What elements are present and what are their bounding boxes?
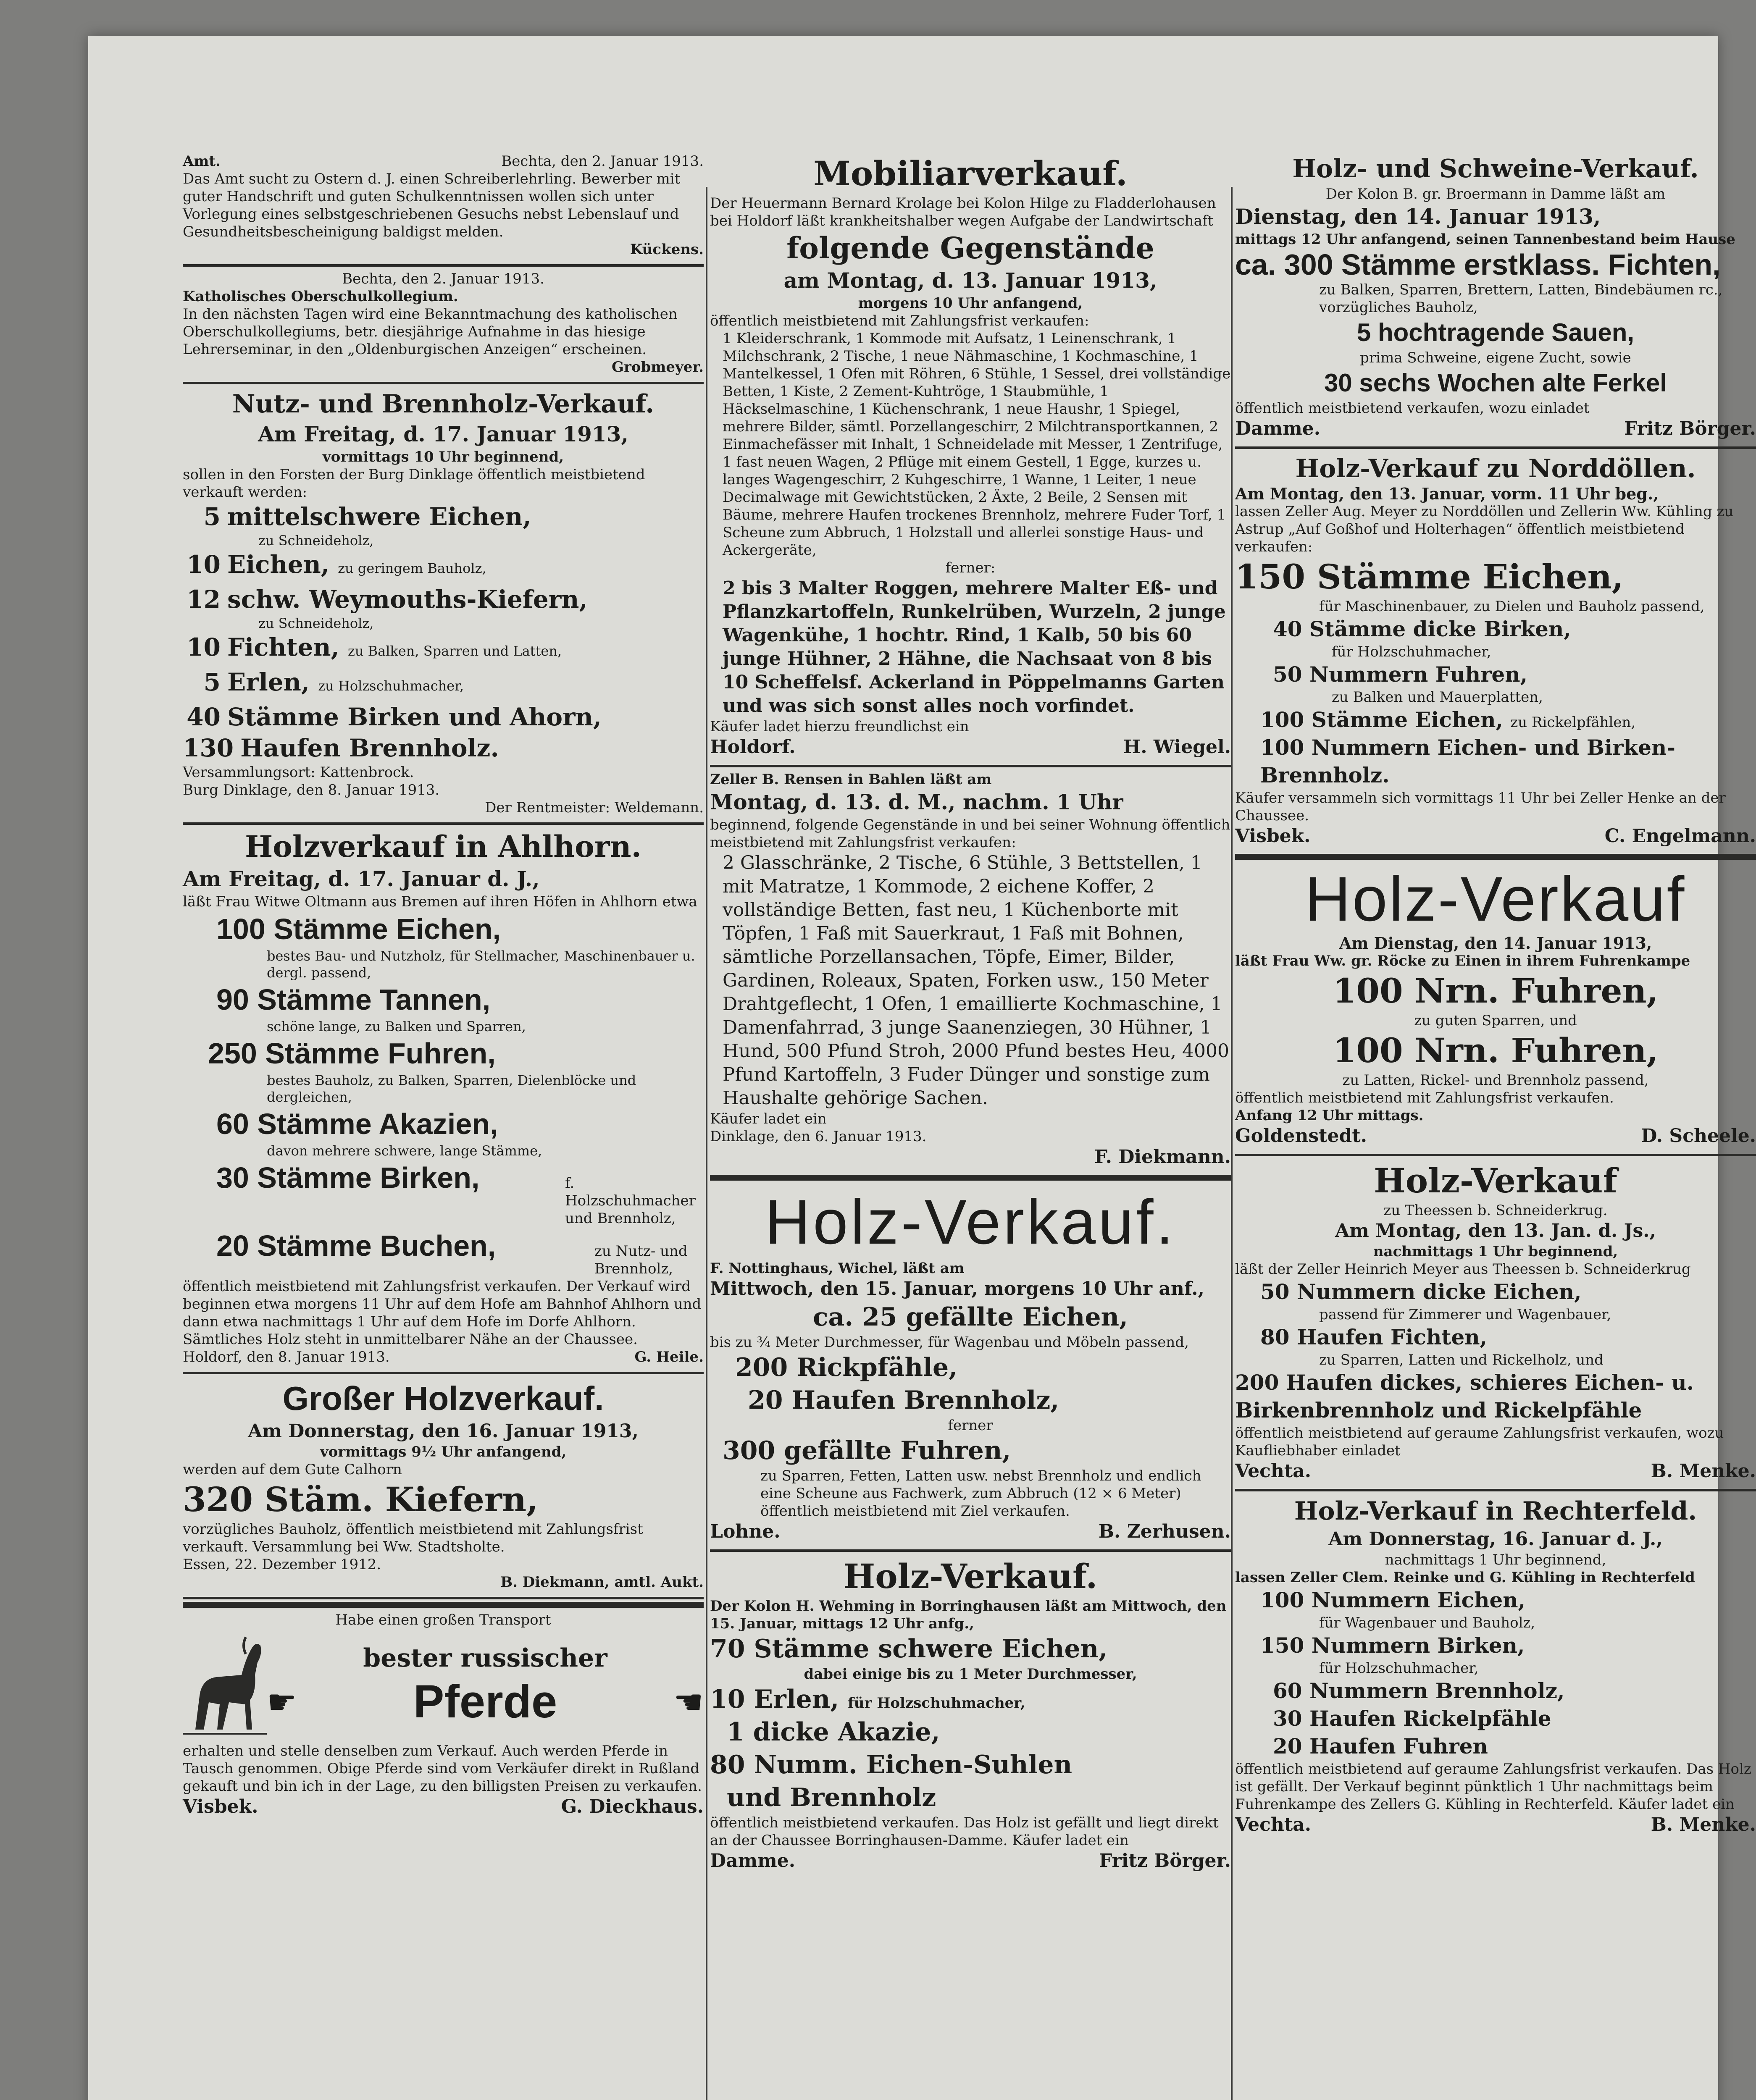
- lot-desc: passend für Zimmerer und Wagenbauer,: [1319, 1306, 1611, 1323]
- ad-signature: Der Rentmeister: Weldemann.: [485, 799, 704, 816]
- ad-body: lassen Zeller Aug. Meyer zu Norddöllen und Zellerin Ww. Kühling zu Astrup „Auf Goßhof und Holterhagen“ öffentlich meistbietend verkaufen:: [1235, 503, 1734, 555]
- column-left: [183, 149, 704, 1824]
- ad-body: öffentlich meistbietend auf geraume Zahlungsfrist verkaufen. Das Holz ist gefällt. Der Verkauf beginnt pünktlich 1 Uhr nachmittags beim Fuhrenkampe des Zellers G. Kühling in Rechterfeld. Käufer ladet ein: [1235, 1761, 1751, 1813]
- lot-text: Eichen,: [227, 550, 329, 579]
- ad-holzverkauf-nottinghaus: [710, 1177, 1231, 1552]
- column-middle: [710, 149, 1231, 1879]
- lot-desc: für Holzschuhmacher,: [1319, 1660, 1479, 1677]
- lot-desc: zu Holzschuhmacher,: [318, 678, 464, 694]
- lot-text: 40 Stämme dicke Birken,: [1273, 617, 1571, 641]
- lot-text: 100 Stämme Eichen,: [1260, 707, 1503, 732]
- lot-text: 30 Haufen Rickelpfähle: [1273, 1706, 1551, 1731]
- ad-holzverkauf-wehming: [710, 1552, 1231, 1879]
- ad-title: Holz- und Schweine-Verkauf.: [1292, 154, 1699, 184]
- ad-body: öffentlich meistbietend mit Zahlungsfrist verkaufen.: [1235, 1089, 1614, 1106]
- ad-holzverkauf-ahlhorn: [183, 825, 704, 1374]
- lot-count: 12: [187, 585, 221, 614]
- ad-date: Am Dienstag, den 14. Januar 1913,: [1339, 934, 1652, 953]
- lot-desc: zu Latten, Rickel- und Brennholz passend,: [1342, 1072, 1649, 1089]
- ad-heading: Katholisches Oberschulkollegium.: [183, 288, 458, 305]
- lot-desc: prima Schweine, eigene Zucht, sowie: [1360, 349, 1631, 366]
- ad-intro: F. Nottinghaus, Wichel, läßt am: [710, 1260, 965, 1277]
- lot-text: 20 Stämme Buchen,: [216, 1229, 496, 1262]
- ad-date: Montag, d. 13. d. M., nachm. 1 Uhr: [710, 790, 1123, 814]
- column-rule: [706, 187, 707, 2100]
- ad-date: Mittwoch, den 15. Januar, morgens 10 Uhr anf.,: [710, 1278, 1204, 1299]
- lot-text: 300 gefällte Fuhren,: [723, 1436, 1011, 1465]
- ad-time: vormittags 9½ Uhr anfangend,: [320, 1444, 567, 1460]
- ad-place: Vechta.: [1235, 1460, 1312, 1482]
- lot-desc: für Maschinenbauer, zu Dielen und Bauholz passend,: [1319, 598, 1705, 615]
- ad-date: Am Montag, den 13. Jan. d. Js.,: [1335, 1220, 1656, 1242]
- ad-date: Dienstag, den 14. Januar 1913,: [1235, 204, 1601, 229]
- lot-desc: für Holzschuhmacher,: [848, 1695, 1025, 1712]
- lot-desc: zu Rickelpfählen,: [1510, 714, 1636, 731]
- ad-heading: Amt.: [183, 153, 221, 170]
- lot-desc: für Holzschuhmacher,: [1332, 643, 1491, 660]
- lot-text: 320 Stäm. Kiefern,: [183, 1480, 539, 1519]
- lot-text: 30 sechs Wochen alte Ferkel: [1324, 369, 1667, 397]
- lot-text: 150 Stämme Eichen,: [1235, 557, 1624, 596]
- lot-desc: zu Balken und Mauerplatten,: [1332, 689, 1543, 706]
- lot-text: 250 Stämme Fuhren,: [208, 1037, 496, 1070]
- lot-text: 1 dicke Akazie,: [727, 1717, 940, 1747]
- ad-body: erhalten und stelle denselben zum Verkauf. Auch werden Pferde in Tausch genommen. Obige Pferde sind vom Verkäufer direkt in Rußland gekauft und bin ich in der Lage, zu den billigsten Preisen zu verkaufen.: [183, 1743, 702, 1795]
- lot-item: [183, 632, 704, 667]
- ad-time: nachmittags 1 Uhr beginnend,: [1385, 1551, 1606, 1568]
- newspaper-page: [88, 36, 1756, 2100]
- lot-desc: f. Holzschuhmacher und Brennholz,: [565, 1175, 696, 1227]
- ad-ferner: ferner:: [945, 559, 996, 576]
- ad-signature: B. Zerhusen.: [1098, 1521, 1231, 1542]
- ad-signature: D. Scheele.: [1641, 1125, 1756, 1147]
- ad-amt-vechta: [183, 149, 704, 267]
- ad-title: Großer Holzverkauf.: [282, 1380, 604, 1417]
- lot-text: 30 Stämme Birken,: [216, 1161, 480, 1194]
- lot-count: 130: [183, 734, 234, 762]
- ad-invite: Käufer versammeln sich vormittags 11 Uhr bei Zeller Henke an der Chaussee.: [1235, 790, 1726, 824]
- lot-text: 20 Haufen Brennholz,: [748, 1386, 1059, 1415]
- ad-time: Anfang 12 Uhr mittags.: [1235, 1107, 1424, 1124]
- ad-title: Holz-Verkauf: [1305, 864, 1686, 934]
- ad-time: morgens 10 Uhr anfangend,: [858, 295, 1083, 312]
- ad-dateline: Bechta, den 2. Januar 1913.: [342, 270, 544, 287]
- ad-signature: Kückens.: [630, 241, 704, 258]
- ad-place: Damme.: [710, 1850, 796, 1872]
- ad-mobiliarverkauf: [710, 149, 1231, 767]
- ad-signature: B. Menke.: [1651, 1460, 1756, 1482]
- lot-text: 50 Nummern Fuhren,: [1273, 662, 1528, 687]
- ad-body: beginnend, folgende Gegenstände in und bei seiner Wohnung öffentlich meistbietend mit Zahlungsfrist verkaufen:: [710, 816, 1230, 851]
- lot-desc: bis zu ¾ Meter Durchmesser, für Wagenbau und Möbeln passend,: [710, 1334, 1189, 1351]
- lot-desc: zu Schneideholz,: [258, 533, 374, 549]
- horse-illustration: [183, 1629, 267, 1742]
- lot-desc: dabei einige bis zu 1 Meter Durchmesser,: [804, 1666, 1137, 1683]
- ad-signature: Fritz Börger.: [1624, 418, 1756, 439]
- lot-text: 80 Haufen Fichten,: [1260, 1325, 1488, 1349]
- lot-item: [183, 667, 704, 701]
- lot-text: Fichten,: [227, 633, 339, 662]
- ad-signature: C. Engelmann.: [1604, 825, 1756, 847]
- lot-count: 10: [187, 550, 221, 579]
- lot-text: 150 Nummern Birken,: [1260, 1633, 1525, 1658]
- ad-intro: Habe einen großen Transport: [335, 1612, 551, 1628]
- ad-grosser-holzverkauf: [183, 1374, 704, 1599]
- ad-title: Pferde: [413, 1676, 557, 1727]
- ad-signature: Fritz Börger.: [1099, 1850, 1231, 1872]
- ad-intro: Der Kolon B. gr. Broermann in Damme läßt am: [1325, 186, 1666, 202]
- ad-subtitle: zu Theessen b. Schneiderkrug.: [1383, 1202, 1608, 1219]
- lot-item: [183, 732, 704, 764]
- lot-desc: zu guten Sparren, und: [1414, 1012, 1577, 1029]
- ad-place: Holdorf.: [710, 736, 796, 758]
- ad-invite: Käufer ladet ein: [710, 1110, 827, 1127]
- ad-date: am Montag, d. 13. Januar 1913,: [783, 268, 1157, 293]
- lot-desc: davon mehrere schwere, lange Stämme,: [267, 1143, 542, 1159]
- lot-item: [183, 584, 704, 615]
- lot-count: 40: [187, 703, 221, 731]
- ad-time: vormittags 10 Uhr beginnend,: [322, 449, 564, 465]
- ad-title: Mobiliarverkauf.: [813, 154, 1128, 193]
- ad-body: öffentlich meistbietend mit Zahlungsfrist verkaufen:: [710, 312, 1089, 329]
- ad-subtitle: bester russischer: [363, 1643, 607, 1673]
- ad-oberschulkollegium: [183, 267, 704, 384]
- lot-text: und Brennholz: [727, 1783, 936, 1812]
- ad-dateline: Essen, 22. Dezember 1912.: [183, 1556, 381, 1573]
- lot-count: 10: [187, 633, 221, 662]
- ad-intro: läßt Frau Witwe Oltmann aus Bremen auf ihren Höfen in Ahlhorn etwa: [183, 893, 697, 910]
- ad-intro: läßt der Zeller Heinrich Meyer aus Theessen b. Schneiderkrug: [1235, 1261, 1691, 1278]
- lot-count: 5: [203, 668, 221, 696]
- ad-place: Goldenstedt.: [1235, 1125, 1367, 1147]
- ad-holzverkauf-rechterfeld: [1235, 1491, 1756, 1843]
- ad-place: Vechta.: [1235, 1814, 1312, 1835]
- lot-text: 100 Nummern Eichen,: [1260, 1588, 1526, 1612]
- ad-dateline: Dinklage, den 6. Januar 1913.: [710, 1128, 927, 1145]
- lot-text: ca. 25 gefällte Eichen,: [812, 1302, 1128, 1332]
- lot-text: 60 Stämme Akazien,: [216, 1108, 498, 1140]
- ad-title: Holz-Verkauf zu Norddöllen.: [1295, 454, 1696, 483]
- ad-intro: sollen in den Forsten der Burg Dinklage öffentlich meistbietend verkauft werden:: [183, 466, 645, 501]
- lot-desc: zu Sparren, Fetten, Latten usw. nebst Brennholz und endlich eine Scheune aus Fachwerk, zum Abbruch (12 × 6 Meter) öffentlich meistbietend mit Ziel verkaufen.: [760, 1467, 1201, 1520]
- ad-body: In den nächsten Tagen wird eine Bekanntmachung des katholischen Oberschulkollegiums, betr. diesjährige Aufnahme in das hiesige Lehrerseminar, in den „Oldenburgischen Anzeigen“ erscheinen.: [183, 306, 678, 358]
- ad-signature: B. Diekmann, amtl. Aukt.: [500, 1574, 704, 1591]
- lot-text: Stämme Birken und Ahorn,: [227, 703, 602, 731]
- lot-text: 10 Erlen,: [710, 1685, 839, 1714]
- lot-text: 70 Stämme schwere Eichen,: [710, 1634, 1108, 1664]
- ad-intro: werden auf dem Gute Calhorn: [183, 1461, 402, 1478]
- ad-body: vorzügliches Bauholz, öffentlich meistbietend mit Zahlungsfrist verkauft. Versammlung bei Ww. Stadtsholte.: [183, 1521, 643, 1555]
- ad-date: Am Montag, den 13. Januar, vorm. 11 Uhr beg.,: [1235, 484, 1659, 503]
- ad-dateline: Bechta, den 2. Januar 1913.: [501, 153, 704, 170]
- ad-time: mittags 12 Uhr anfangend, seinen Tannenbestand beim Hause: [1235, 231, 1735, 248]
- ad-holzverkauf-theessen: [1235, 1156, 1756, 1491]
- lot-text: 60 Nummern Brennholz,: [1273, 1678, 1565, 1703]
- lot-text: Erlen,: [227, 668, 310, 696]
- ad-intro: Zeller B. Rensen in Bahlen läßt am: [710, 771, 992, 788]
- ad-title: Nutz- und Brennholz-Verkauf.: [232, 389, 655, 419]
- ad-place: Lohne.: [710, 1521, 781, 1542]
- column-right: [1235, 149, 1756, 1843]
- lot-text: schw. Weymouths-Kiefern,: [227, 585, 588, 614]
- ad-place: Damme.: [1235, 418, 1321, 439]
- lot-desc: zu geringem Bauholz,: [338, 560, 486, 576]
- lot-text: Haufen Brennholz.: [240, 734, 499, 762]
- lot-text: 100 Nummern Eichen- und Birken-Brennholz.: [1260, 735, 1676, 788]
- ad-meeting-place: Versammlungsort: Kattenbrock.: [183, 764, 414, 781]
- ad-date: Am Freitag, d. 17. Januar d. J.,: [183, 866, 540, 891]
- ad-title: Holzverkauf in Ahlhorn.: [245, 829, 641, 864]
- ad-signature: F. Diekmann.: [1094, 1146, 1231, 1168]
- ad-body: öffentlich meistbietend verkaufen, wozu einladet: [1235, 400, 1590, 417]
- lot-text: 50 Nummern dicke Eichen,: [1260, 1279, 1582, 1304]
- ad-place: Visbek.: [1235, 825, 1311, 847]
- ad-nutz-brennholz: [183, 384, 704, 825]
- ad-item-list: 2 Glasschränke, 2 Tische, 6 Stühle, 3 Bettstellen, 1 mit Matratze, 1 Kommode, 2 eichene Koffer, 2 vollständige Betten, fast neu, 1 Küchenborte mit Töpfen, 1 Faß mit Sauerkraut, 1 Faß mit Bohnen, sämtliche Porzellansachen, Töpfe, Eimer, Bilder, Gardinen, Roleaux, Spaten, Forken usw., 150 Meter Drahtgeflecht, 1 Ofen, 1 emaillierte Kochmaschine, 1 Damenfahrrad, 3 junge Saanenziegen, 30 Hühner, 1 Hund, 500 Pfund Stroh, 2000 Pfund bestes Heu, 4000 Pfund Kartoffeln, 3 Fuder Dünger und sonstige zum Haushalte gehörige Sachen.: [723, 852, 1229, 1109]
- ad-intro: Der Heuermann Bernard Krolage bei Kolon Hilge zu Fladderlohausen bei Holdorf läßt krankheitshalber wegen Aufgabe der Landwirtschaft: [710, 195, 1216, 229]
- lot-text: 200 Haufen dickes, schieres Eichen- u. Birkenbrennholz und Rickelpfähle: [1235, 1370, 1694, 1423]
- column-rule: [1231, 187, 1233, 2100]
- lot-text: 100 Nrn. Fuhren,: [1333, 971, 1659, 1011]
- ad-rensen-bahlen: [710, 767, 1231, 1177]
- lot-item: [183, 501, 704, 532]
- ad-date: Am Donnerstag, den 16. Januar 1913,: [248, 1420, 639, 1442]
- hand-pointer-icon: ☛: [267, 1682, 297, 1722]
- ad-intro: läßt Frau Ww. gr. Röcke zu Einen in ihrem Fuhrenkampe: [1235, 953, 1690, 969]
- lot-desc: bestes Bau- und Nutzholz, für Stellmacher, Maschinenbauer u. dergl. passend,: [267, 948, 695, 981]
- ad-body: öffentlich meistbietend auf geraume Zahlungsfrist verkaufen, wozu Kaufliebhaber einladet: [1235, 1425, 1724, 1459]
- ad-time: nachmittags 1 Uhr beginnend,: [1373, 1243, 1618, 1260]
- ad-invite: Käufer ladet hierzu freundlichst ein: [710, 718, 969, 735]
- ad-title: Holz-Verkauf.: [765, 1186, 1176, 1257]
- ad-signature: G. Dieckhaus.: [561, 1796, 704, 1817]
- ad-intro: lassen Zeller Clem. Reinke und G. Kühling in Rechterfeld: [1235, 1569, 1695, 1586]
- ad-title: Holz-Verkauf in Rechterfeld.: [1294, 1496, 1697, 1526]
- ad-dateline: Holdorf, den 8. Januar 1913.: [183, 1349, 390, 1365]
- ad-signature: B. Menke.: [1651, 1814, 1756, 1835]
- lot-text: 5 hochtragende Sauen,: [1356, 318, 1635, 346]
- ad-dateline: Burg Dinklage, den 8. Januar 1913.: [183, 782, 440, 798]
- lot-text: 200 Rickpfähle,: [735, 1353, 958, 1382]
- lot-count: 5: [203, 502, 221, 531]
- ad-signature: G. Heile.: [634, 1349, 704, 1365]
- ad-body: Das Amt sucht zu Ostern d. J. einen Schreiberlehrling. Bewerber mit guter Handschrift und guten Schulkenntnissen wollen sich unter Vorlegung eines selbstgeschriebenen Gesuchs nebst Lebenslauf und Gesundheitsbescheinigung baldigst melden.: [183, 171, 681, 240]
- lot-text: 80 Numm. Eichen-Suhlen: [710, 1750, 1073, 1780]
- ad-date: Am Freitag, d. 17. Januar 1913,: [258, 422, 628, 446]
- lot-desc: zu Nutz- und Brennholz,: [594, 1243, 688, 1277]
- ad-item-list: 1 Kleiderschrank, 1 Kommode mit Aufsatz, 1 Leinenschrank, 1 Milchschrank, 2 Tische, 1 neue Nähmaschine, 1 Kochmaschine, 1 Mantelkessel, 1 Ofen mit Röhren, 6 Stühle, 1 Sessel, drei vollständige Betten, 1 Kiste, 2 Zement-Kuhtröge, 1 Staubmühle, 1 Häckselmaschine, 1 Küchenschrank, 1 neue Haushr, 1 Spiegel, mehrere Bilder, sämtl. Porzellangeschirr, 2 Milchtransportkannen, 2 Einmachefässer mit Inhalt, 1 Schneidelade mit Messer, 1 Zentrifuge, 1 fast neuen Wagen, 2 Pflüge mit einem Gestell, 1 Egge, kurzes u. langes Wagengeschirr, 2 Kuhgeschirre, 1 Wanne, 1 Leiter, 1 neue Decimalwage mit Gewichtstücken, 2 Äxte, 2 Beile, 2 Sensen mit Bäume, mehrere Haufen trockenes Brennholz, mehrere Fuder Torf, 1 Scheune zum Abbruch, 1 Holzstall und allerlei sonstige Haus- und Ackergeräte,: [723, 330, 1231, 559]
- ad-place: Visbek.: [183, 1796, 258, 1817]
- lot-item: [183, 701, 704, 732]
- ad-holzverkauf-norddoellen: [1235, 449, 1756, 856]
- lot-desc: schöne lange, zu Balken und Sparren,: [267, 1018, 526, 1034]
- lot-desc: zu Balken, Sparren und Latten,: [347, 643, 562, 659]
- ad-signature: Grobmeyer.: [611, 359, 704, 375]
- lot-desc: zu Sparren, Latten und Rickelholz, und: [1319, 1352, 1604, 1368]
- ad-holz-schweine-verkauf: [1235, 149, 1756, 449]
- lot-text: ca. 300 Stämme erstklass. Fichten,: [1235, 248, 1721, 281]
- lot-desc: zu Schneideholz,: [258, 615, 374, 631]
- ad-date: Am Donnerstag, 16. Januar d. J.,: [1328, 1528, 1663, 1550]
- lot-text: mittelschwere Eichen,: [227, 502, 531, 531]
- lot-desc: für Wagenbauer und Bauholz,: [1319, 1614, 1535, 1631]
- lot-text: 100 Nrn. Fuhren,: [1333, 1031, 1659, 1070]
- ad-subtitle: folgende Gegenstände: [786, 231, 1154, 265]
- ad-russische-pferde: [183, 1602, 704, 1824]
- lot-desc: zu Balken, Sparren, Brettern, Latten, Bindebäumen rc., vorzügliches Bauholz,: [1319, 281, 1723, 316]
- ad-holzverkauf-goldenstedt: [1235, 856, 1756, 1156]
- lot-item: [183, 549, 704, 584]
- ad-item-list-extra: 2 bis 3 Malter Roggen, mehrere Malter Eß- und Pflanzkartoffeln, Runkelrüben, Wurzeln, 2 junge Wagenkühe, 1 hochtr. Rind, 1 Kalb, 50 bis 60 junge Hühner, 2 Hähne, die Nachsaat von 8 bis 10 Scheffelsf. Ackerland in Pöppelmanns Garten und was sich sonst alles noch vorfindet.: [723, 578, 1226, 717]
- ad-signature: H. Wiegel.: [1123, 736, 1231, 758]
- ad-title: Holz-Verkauf.: [843, 1557, 1098, 1596]
- hand-pointer-icon: ☛: [673, 1682, 704, 1722]
- lot-text: 90 Stämme Tannen,: [216, 983, 491, 1016]
- ad-ferner: ferner: [948, 1417, 993, 1434]
- ad-body: öffentlich meistbietend mit Zahlungsfrist verkaufen. Der Verkauf wird beginnen etwa morgens 11 Uhr auf dem Hofe am Bahnhof Ahlhorn und dann etwa nachmittags 1 Uhr auf dem Hofe im Dorfe Ahlhorn. Sämtliches Holz steht in unmittelbarer Nähe an der Chaussee.: [183, 1278, 702, 1348]
- lot-text: 20 Haufen Fuhren: [1273, 1734, 1488, 1759]
- lot-desc: bestes Bauholz, zu Balken, Sparren, Dielenblöcke und dergleichen,: [267, 1072, 636, 1105]
- lot-text: 100 Stämme Eichen,: [216, 913, 501, 945]
- ad-body: öffentlich meistbietend verkaufen. Das Holz ist gefällt und liegt direkt an der Chaussee Borringhausen-Damme. Käufer ladet ein: [710, 1814, 1219, 1849]
- ad-title: Holz-Verkauf: [1374, 1161, 1617, 1200]
- ad-intro: Der Kolon H. Wehming in Borringhausen läßt am Mittwoch, den 15. Januar, mittags 12 Uhr anfg.,: [710, 1598, 1227, 1632]
